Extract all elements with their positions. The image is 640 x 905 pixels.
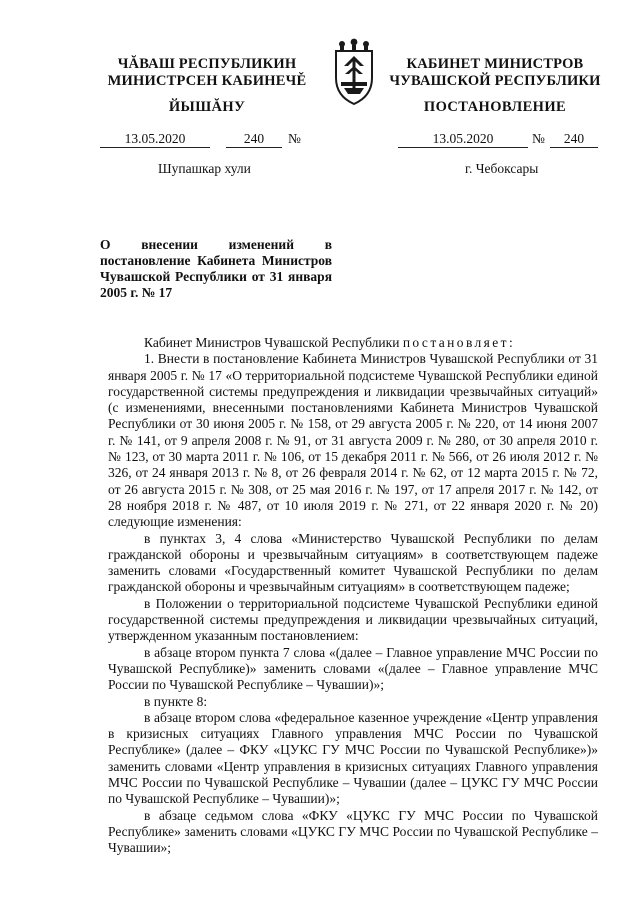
body-paragraph-4: в абзаце втором пункта 7 слова «(далее – Главное управление МЧС России по Чувашской Республике)» заменить словами «(далее – Главное управление МЧС России по Чувашской Республике – Чувашии)»; bbox=[108, 644, 598, 693]
body-paragraph-7: в абзаце седьмом слова «ФКУ «ЦУКС ГУ МЧС России по Чувашской Республике» заменить словами «ЦУКС ГУ МЧС России по Чувашской Республике – Чувашии»; bbox=[108, 807, 598, 856]
date-field-russian: 13.05.2020 bbox=[398, 131, 528, 148]
document-body bbox=[108, 335, 598, 857]
date-line-chuvash bbox=[100, 131, 320, 149]
body-paragraph-3: в Положении о территориальной подсистеме Чувашской Республики единой государственной системы предупреждения и ликвидации чрезвычайных ситуаций, утвержденном указанным постановлением: bbox=[108, 595, 598, 644]
date-line-russian bbox=[398, 131, 598, 149]
number-sign-russian: № bbox=[532, 131, 545, 146]
document-subject: О внесении изменений в постановление Кабинета Министров Чувашской Республики от 31 января 2005 г. № 17 bbox=[100, 237, 332, 300]
body-paragraph-1: 1. Внести в постановление Кабинета Министров Чувашской Республики от 31 января 2005 г. № 17 «О территориальной подсистеме Чувашской Республики единой государственной системы предупреждения и ликвидации чрезвычайных ситуаций» (с изменениями, внесенными постановлениями Кабинета Министров Чувашской Республики от 30 июня 2005 г. № 158, от 29 августа 2005 г. № 220, от 14 июня 2007 г. № 141, от 9 апреля 2008 г. № 91, от 31 августа 2009 г. № 280, от 30 апреля 2010 г. № 123, от 30 марта 2011 г. № 106, от 15 декабря 2011 г. № 566, от 26 июля 2012 г. № 326, от 24 января 2013 г. № 8, от 26 февраля 2014 г. № 62, от 12 марта 2015 г. № 72, от 26 августа 2015 г. № 308, от 25 мая 2016 г. № 197, от 17 апреля 2017 г. № 142, от 28 ноября 2018 г. № 487, от 10 июля 2019 г. № 271, от 22 января 2020 г. № 20) следующие изменения: bbox=[108, 351, 598, 530]
header-chuvash-line1: ЧĂВАШ РЕСПУБЛИКИН bbox=[117, 56, 297, 72]
doctype-russian: ПОСТАНОВЛЕНИЕ bbox=[423, 99, 567, 115]
number-sign-chuvash: № bbox=[288, 131, 301, 146]
chuvash-republic-emblem-icon bbox=[330, 38, 378, 108]
body-paragraph-2: в пунктах 3, 4 слова «Министерство Чувашской Республики по делам гражданской обороны и чрезвычайным ситуациям» в соответствующем падеже заменить словами «Государственный комитет Чувашской Республики по делам гражданской обороны и чрезвычайным ситуациям» в соответствующем падеже; bbox=[108, 530, 598, 595]
intro-verb: постановляет: bbox=[402, 335, 516, 350]
header-chuvash bbox=[82, 56, 332, 90]
number-field-chuvash: 240 bbox=[226, 131, 282, 148]
date-field-chuvash: 13.05.2020 bbox=[100, 131, 210, 148]
number-field-russian: 240 bbox=[550, 131, 598, 148]
city-chuvash: Шупашкар хули bbox=[158, 161, 251, 176]
body-paragraph-6: в абзаце втором слова «федеральное казенное учреждение «Центр управления в кризисных ситуациях Главного управления МЧС России по Чувашской Республике» (далее – ФКУ «ЦУКС ГУ МЧС России по Чувашской Республике»)» заменить словами «Центр управления в кризисных ситуациях Главного управления МЧС России по Чувашской Республике – Чувашии (далее – ЦУКС ГУ МЧС России по Чувашской Республике – Чувашии)»; bbox=[108, 709, 598, 807]
city-russian: г. Чебоксары bbox=[465, 161, 539, 176]
intro-prefix: Кабинет Министров Чувашской Республики bbox=[144, 335, 400, 350]
body-paragraph-5: в пункте 8: bbox=[144, 693, 208, 709]
doctype-chuvash: ЙЫШĂНУ bbox=[168, 99, 246, 115]
header-chuvash-line2: МИНИСТРСЕН КАБИНЕЧĚ bbox=[107, 73, 307, 89]
header-russian bbox=[370, 56, 620, 90]
header-russian-line2: ЧУВАШСКОЙ РЕСПУБЛИКИ bbox=[389, 73, 601, 89]
body-intro bbox=[108, 335, 598, 351]
header-russian-line1: КАБИНЕТ МИНИСТРОВ bbox=[406, 56, 584, 72]
